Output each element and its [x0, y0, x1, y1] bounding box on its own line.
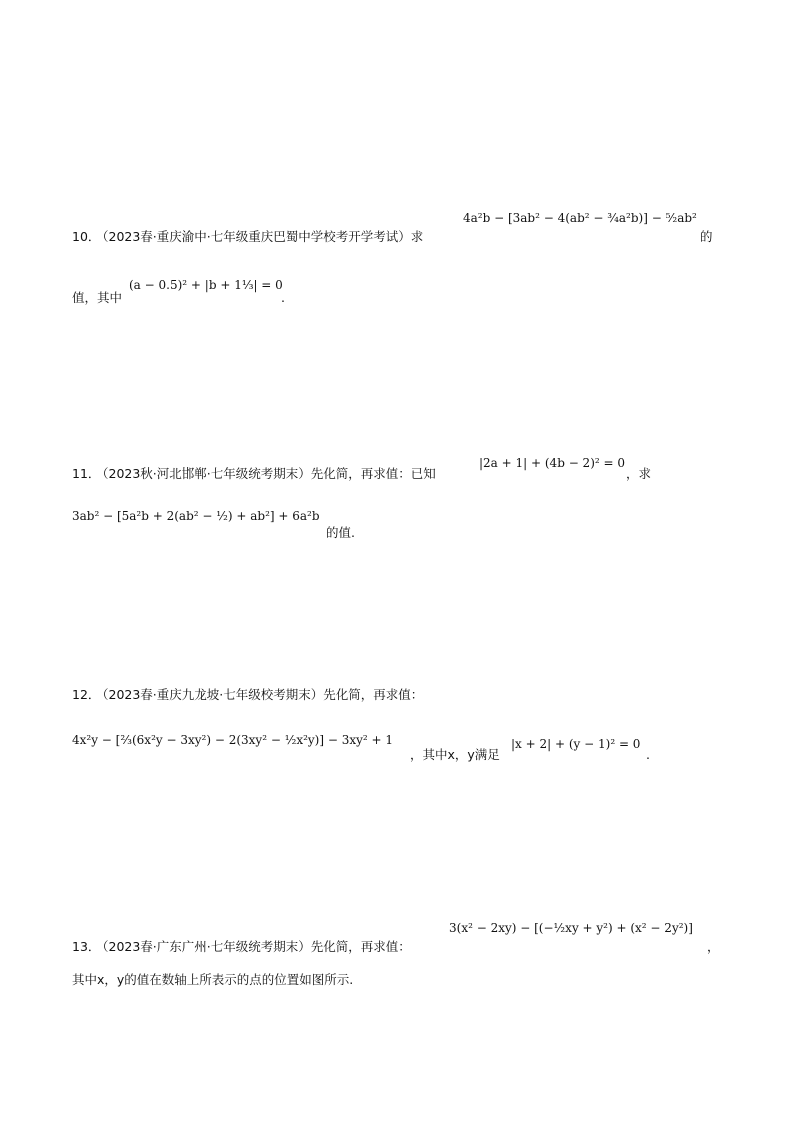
problem-source: （2023春·重庆九龙坡·七年级校考期末）先化简，再求值： — [96, 687, 424, 702]
problem-text: ，其中x，y满足 — [410, 747, 500, 762]
problem-source: （2023春·广东广州·七年级统考期末）先化简，再求值： — [96, 939, 411, 954]
math-condition: |2a + 1| + (4b − 2)² = 0 — [479, 456, 626, 470]
math-expression: 4a²b − [3ab² − 4(ab² − ¾a²b)] − ⁵⁄₂ab² — [463, 211, 697, 225]
problem-number: 12． — [72, 687, 101, 702]
problem-text: ，求 — [626, 466, 652, 481]
math-expression: 4x²y − [⅔(6x²y − 3xy²) − 2(3xy² − ½x²y)] − 3xy² + 1 — [72, 733, 394, 747]
problem-text: . — [646, 747, 650, 762]
problem-source: （2023春·重庆渝中·七年级重庆巴蜀中学校考开学考试）求 — [96, 229, 424, 244]
math-expression: 3(x² − 2xy) − [(−½xy + y²) + (x² − 2y²)] — [449, 921, 693, 935]
problem-text: 值，其中 — [72, 290, 123, 305]
math-condition: (a − 0.5)² + |b + 1⅓| = 0 — [129, 278, 283, 292]
problem-number: 11． — [72, 466, 101, 481]
problem-source: （2023秋·河北邯郸·七年级统考期末）先化简，再求值：已知 — [96, 466, 436, 481]
problem-text: 其中x，y的值在数轴上所表示的点的位置如图所示. — [72, 972, 354, 987]
problem-text: 的 — [700, 229, 713, 244]
problem-text: . — [281, 290, 285, 305]
problem-text: ， — [707, 939, 720, 954]
math-expression: 3ab² − [5a²b + 2(ab² − ½) + ab²] + 6a²b — [72, 509, 320, 523]
problem-number: 10． — [72, 229, 101, 244]
problem-number: 13． — [72, 939, 101, 954]
math-condition: |x + 2| + (y − 1)² = 0 — [511, 737, 641, 751]
problem-text: 的值. — [326, 525, 355, 540]
